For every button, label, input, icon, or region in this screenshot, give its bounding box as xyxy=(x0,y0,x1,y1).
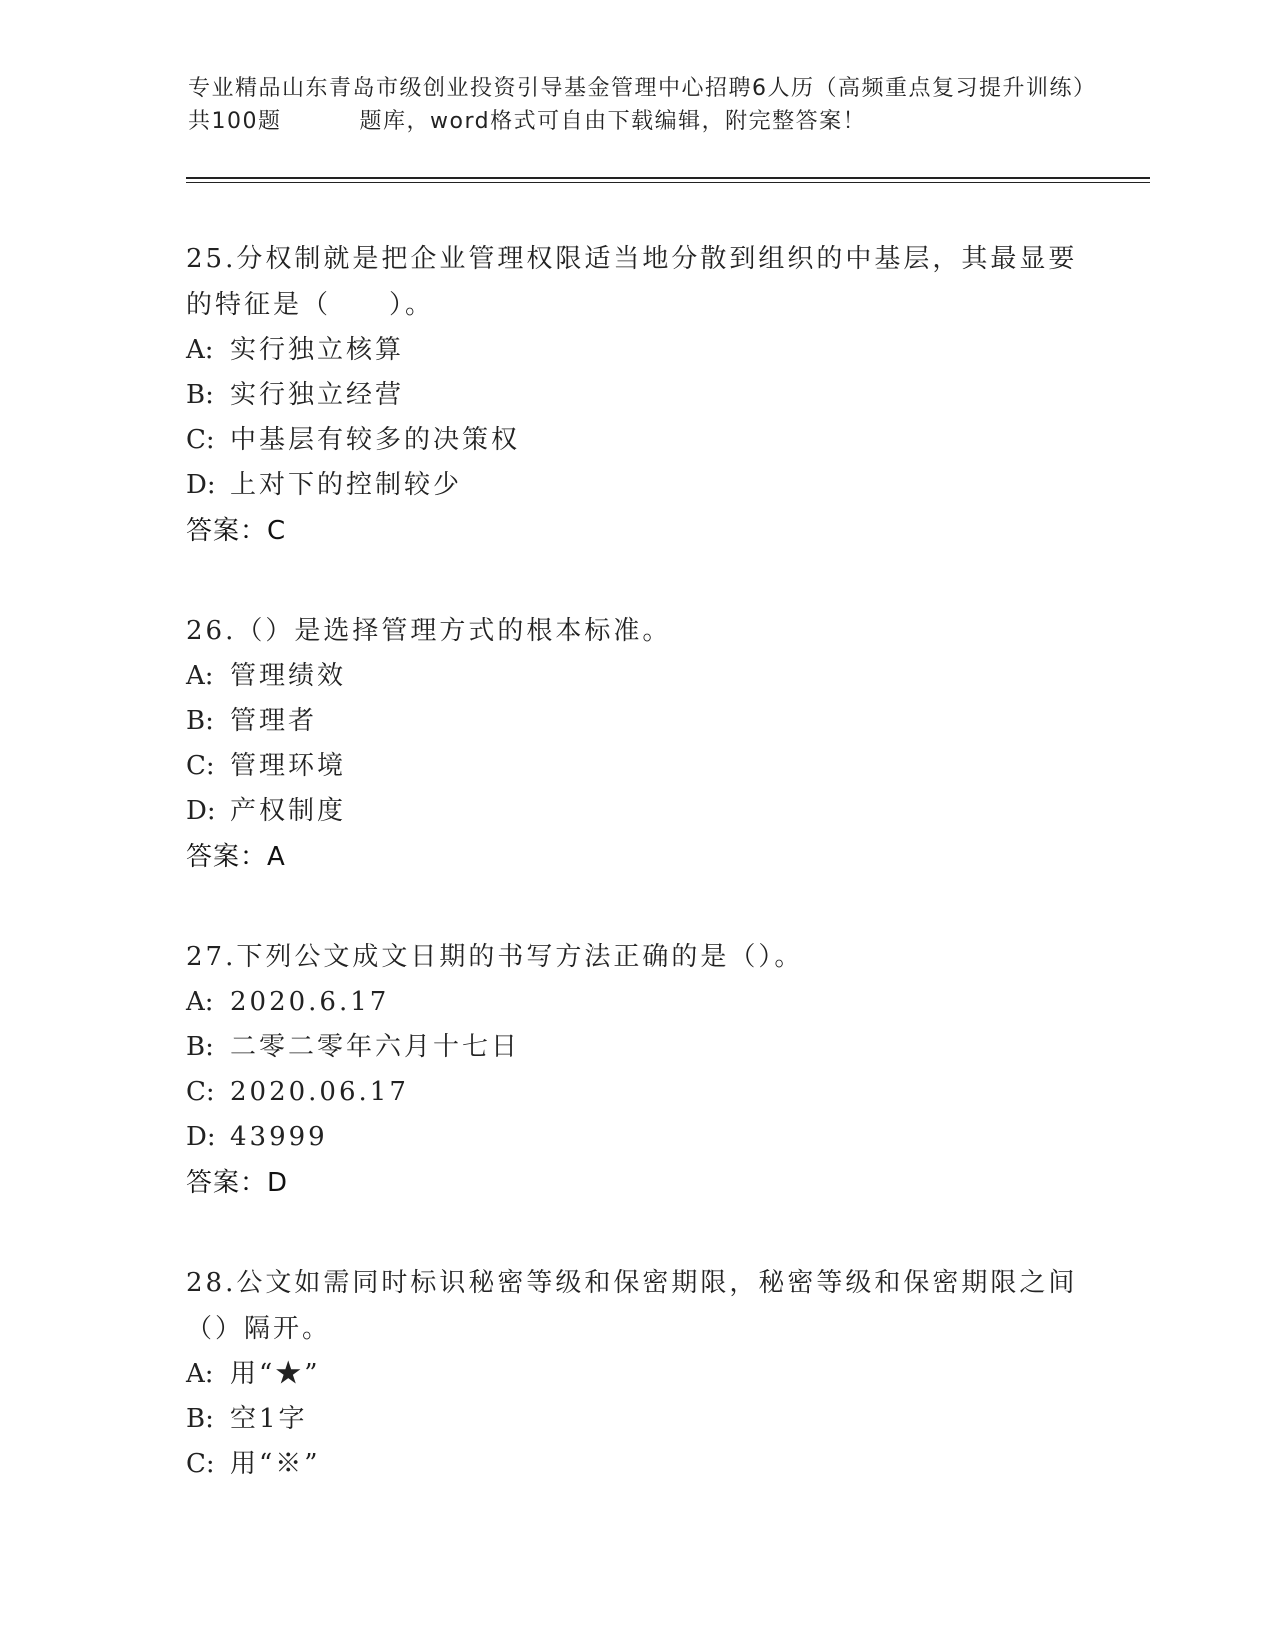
option-letter: B: xyxy=(186,1404,214,1434)
option-b xyxy=(186,1025,1086,1070)
question-text: 26.（）是选择管理方式的根本标准。 xyxy=(186,616,672,646)
option-letter: D: xyxy=(186,796,216,826)
option-d xyxy=(186,463,1086,508)
question-27 xyxy=(186,934,1086,1206)
option-letter: A: xyxy=(186,661,214,691)
option-b xyxy=(186,699,1086,744)
question-list xyxy=(186,236,1086,1541)
option-text: 管理者 xyxy=(230,706,318,736)
option-letter: B: xyxy=(186,1032,214,1062)
option-text: 中基层有较多的决策权 xyxy=(230,425,521,455)
option-d xyxy=(186,1115,1086,1160)
option-c xyxy=(186,1070,1086,1115)
option-letter: C: xyxy=(186,1449,215,1479)
header-title-part2: 题库，word格式可自由下载编辑，附完整答案！ xyxy=(359,109,867,134)
option-text: 空1字 xyxy=(230,1404,308,1434)
option-letter: C: xyxy=(186,1077,215,1107)
option-a xyxy=(186,980,1086,1025)
question-text: 28.公文如需同时标识秘密等级和保密期限，秘密等级和保密期限之间（）隔开。 xyxy=(186,1268,1078,1344)
option-text: 用“※” xyxy=(230,1449,321,1479)
option-a xyxy=(186,1352,1086,1397)
option-a xyxy=(186,328,1086,373)
header-divider-thin xyxy=(186,182,1150,183)
option-letter: B: xyxy=(186,380,214,410)
option-text: 产权制度 xyxy=(230,796,347,826)
option-letter: C: xyxy=(186,751,215,781)
option-b xyxy=(186,373,1086,418)
header-title-part1: 专业精品山东青岛市级创业投资引导基金管理中心招聘6人历（高频重点复习提升训练）共100题 xyxy=(188,76,1086,134)
answer-line: 答案：C xyxy=(186,516,287,546)
header-divider-thick xyxy=(186,177,1150,179)
question-text: 27.下列公文成文日期的书写方法正确的是（）。 xyxy=(186,942,804,972)
answer-line: 答案：A xyxy=(186,842,286,872)
option-a xyxy=(186,654,1086,699)
option-letter: B: xyxy=(186,706,214,736)
question-25 xyxy=(186,236,1086,554)
option-text: 43999 xyxy=(230,1122,328,1152)
option-text: 上对下的控制较少 xyxy=(230,470,463,500)
option-text: 管理环境 xyxy=(230,751,347,781)
option-text: 2020.06.17 xyxy=(230,1077,409,1107)
option-c xyxy=(186,418,1086,463)
option-text: 用“★” xyxy=(230,1359,321,1389)
option-c xyxy=(186,1442,1086,1487)
option-letter: D: xyxy=(186,470,216,500)
option-letter: A: xyxy=(186,1359,214,1389)
option-text: 二零二零年六月十七日 xyxy=(230,1032,521,1062)
option-text: 实行独立经营 xyxy=(230,380,405,410)
option-letter: A: xyxy=(186,987,214,1017)
question-26 xyxy=(186,608,1086,880)
option-text: 2020.6.17 xyxy=(230,987,390,1017)
document-header xyxy=(188,72,1088,138)
option-text: 管理绩效 xyxy=(230,661,347,691)
question-text: 25.分权制就是把企业管理权限适当地分散到组织的中基层，其最显要的特征是（ ）。 xyxy=(186,244,1078,320)
option-c xyxy=(186,744,1086,789)
option-letter: D: xyxy=(186,1122,216,1152)
option-text: 实行独立核算 xyxy=(230,335,405,365)
question-28 xyxy=(186,1260,1086,1487)
option-letter: A: xyxy=(186,335,214,365)
option-d xyxy=(186,789,1086,834)
answer-line: 答案：D xyxy=(186,1168,289,1198)
option-letter: C: xyxy=(186,425,215,455)
option-b xyxy=(186,1397,1086,1442)
